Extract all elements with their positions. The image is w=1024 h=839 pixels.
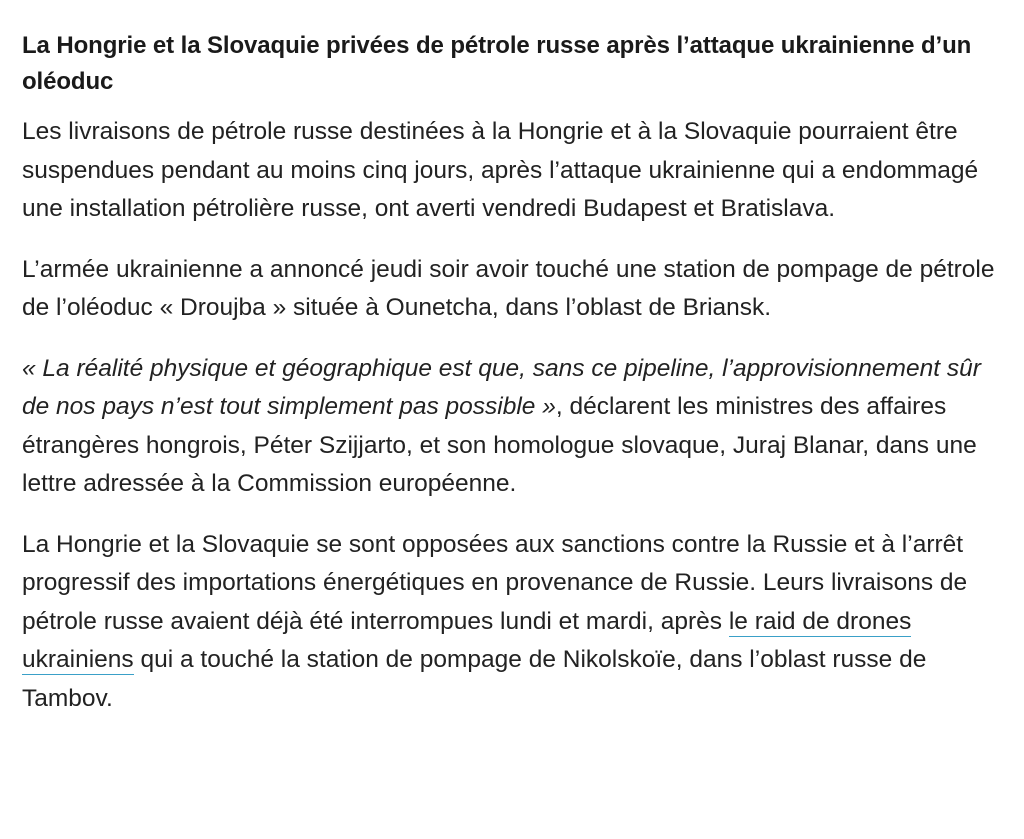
paragraph-3-text: , déclarent les ministres des affaires étrangères hongrois, Péter Szijjarto, et son homologue slovaque, Juraj Blanar, dans une lettre adressée à la Commission européenne.	[22, 393, 977, 497]
article-paragraph-4	[22, 526, 1012, 719]
drone-raid-link[interactable]: le raid de drones ukrainiens	[22, 607, 912, 673]
article-paragraph-1: Les livraisons de pétrole russe destinées à la Hongrie et à la Slovaquie pourraient être suspendues pendant au moins cinq jours, après l’attaque ukrainienne qui a endommagé une installation pétrolière russe, ont averti vendredi Budapest et Bratislava.	[22, 118, 979, 222]
paragraph-4-text-before: La Hongrie et la Slovaquie se sont opposées aux sanctions contre la Russie et à l’arrêt progressif des importations énergétiques en provenance de Russie. Leurs livraisons de pétrole russe avaient déjà été interrompues lundi et mardi, après	[22, 530, 968, 635]
article-body	[22, 0, 1012, 718]
article-paragraph-3	[22, 350, 1012, 504]
article-paragraph-2: L’armée ukrainienne a annoncé jeudi soir avoir touché une station de pompage de pétrole de l’oléoduc « Droujba » située à Ounetcha, dans l’oblast de Briansk.	[22, 255, 995, 321]
article-title: La Hongrie et la Slovaquie privées de pétrole russe après l’attaque ukrainienne d’un oléoduc	[22, 32, 972, 95]
ministers-quote: « La réalité physique et géographique est que, sans ce pipeline, l’approvisionnement sûr de nos pays n’est tout simplement pas possible »	[22, 354, 981, 420]
paragraph-4-text-after: qui a touché la station de pompage de Nikolskoïe, dans l’oblast russe de Tambov.	[22, 646, 927, 712]
